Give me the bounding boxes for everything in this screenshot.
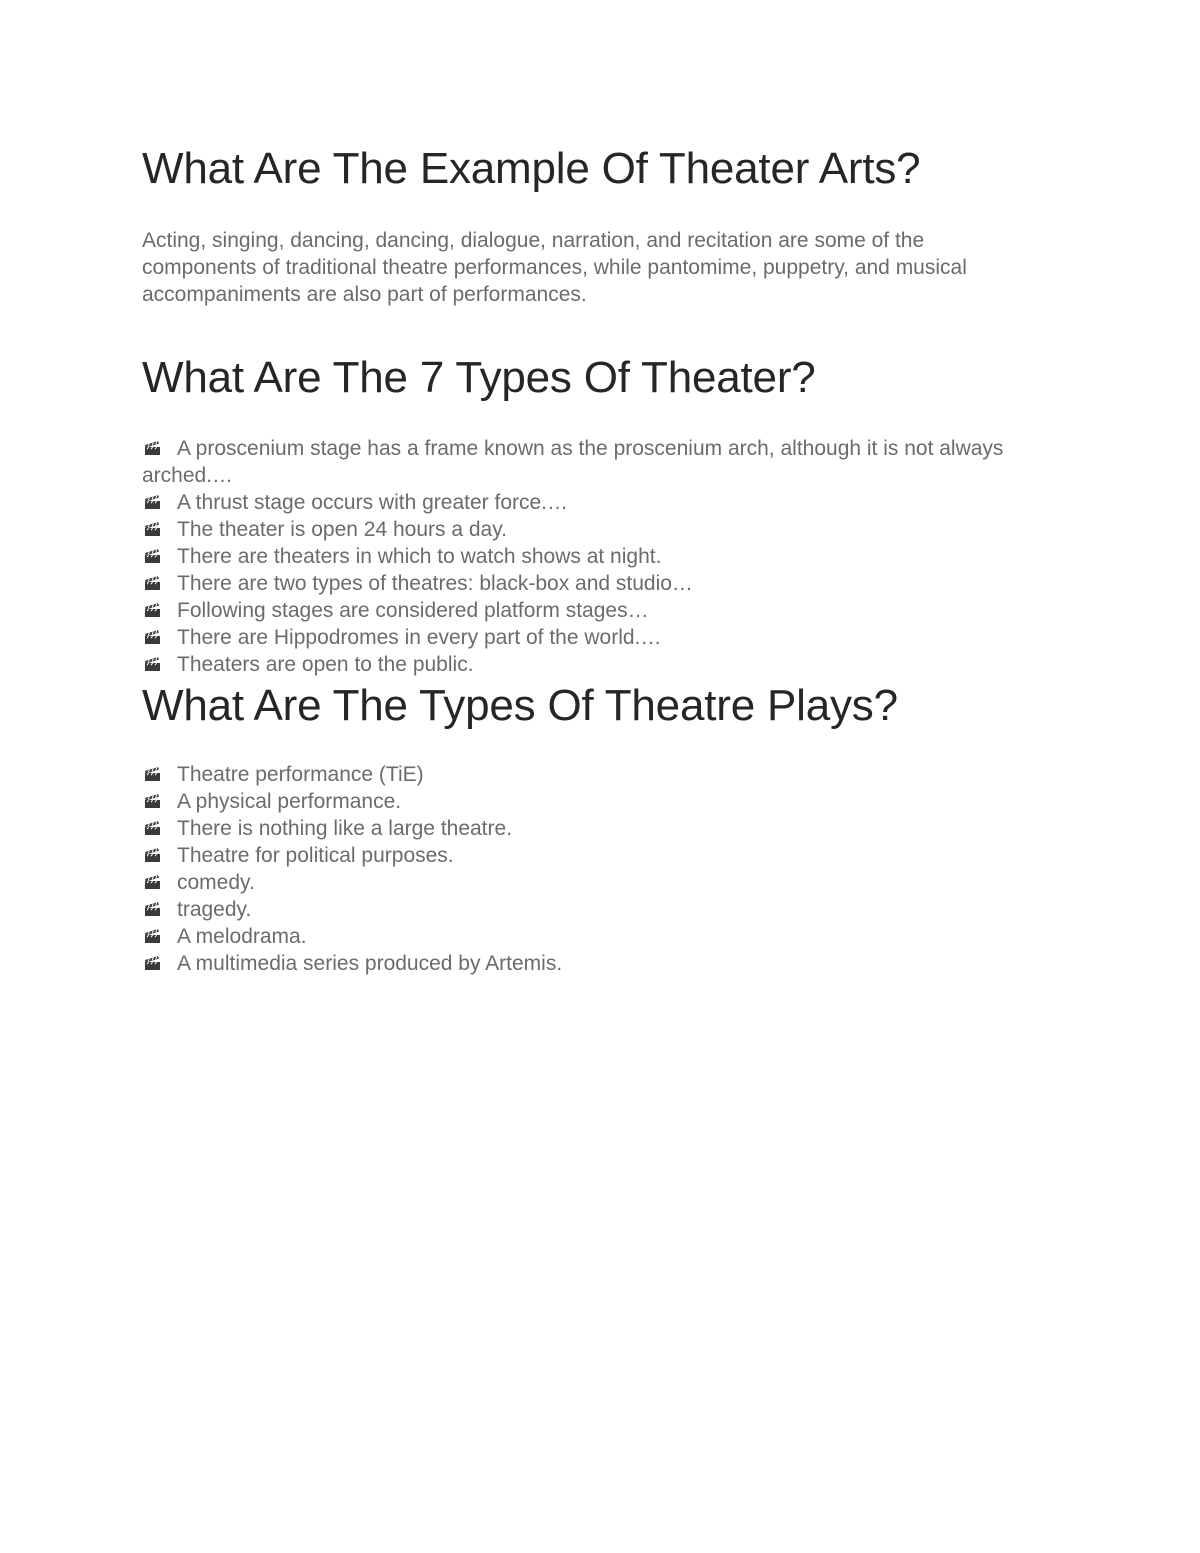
clapperboard-icon xyxy=(142,543,177,570)
list-item xyxy=(142,896,1042,923)
list-item xyxy=(142,869,1042,896)
clapperboard-icon xyxy=(142,489,177,516)
list-item xyxy=(142,489,1042,516)
list-item-text: A melodrama. xyxy=(177,925,307,948)
list-item xyxy=(142,815,1042,842)
clapperboard-icon xyxy=(142,570,177,597)
list-item xyxy=(142,570,1042,597)
heading-seven-types-of-theater: What Are The 7 Types Of Theater? xyxy=(142,353,816,402)
list-item-text: Theatre performance (TiE) xyxy=(177,763,424,786)
clapperboard-icon xyxy=(142,597,177,624)
list-item-text: There is nothing like a large theatre. xyxy=(177,817,513,840)
list-types-of-theatre-plays xyxy=(142,761,1042,977)
list-item xyxy=(142,788,1042,815)
list-item-text: Theaters are open to the public. xyxy=(177,653,474,676)
clapperboard-icon xyxy=(142,869,177,896)
list-item-text: Following stages are considered platform stages… xyxy=(177,599,649,622)
list-item xyxy=(142,597,1042,624)
clapperboard-icon xyxy=(142,516,177,543)
list-item-text: A physical performance. xyxy=(177,790,402,813)
list-item-text: comedy. xyxy=(177,871,255,894)
list-item xyxy=(142,761,1042,788)
list-item-text: There are Hippodromes in every part of the world.… xyxy=(177,626,662,649)
list-seven-types-of-theater xyxy=(142,435,1042,678)
list-item xyxy=(142,950,1042,977)
list-item-text: A multimedia series produced by Artemis. xyxy=(177,952,563,975)
clapperboard-icon xyxy=(142,950,177,977)
clapperboard-icon xyxy=(142,896,177,923)
list-item xyxy=(142,516,1042,543)
clapperboard-icon xyxy=(142,923,177,950)
list-item xyxy=(142,435,1042,489)
list-item-text: tragedy. xyxy=(177,898,252,921)
list-item xyxy=(142,624,1042,651)
list-item xyxy=(142,842,1042,869)
list-item-text: The theater is open 24 hours a day. xyxy=(177,518,507,541)
list-item-text: A proscenium stage has a frame known as the proscenium arch, although it is not always arched.… xyxy=(142,437,1004,487)
clapperboard-icon xyxy=(142,842,177,869)
list-item-text: Theatre for political purposes. xyxy=(177,844,454,867)
paragraph-theater-arts-examples: Acting, singing, dancing, dancing, dialogue, narration, and recitation are some of the components of traditional theatre performances, while pantomime, puppetry, and musical accompaniments are also part of performances. xyxy=(142,229,967,306)
list-item-text: There are two types of theatres: black-box and studio… xyxy=(177,572,693,595)
list-item xyxy=(142,543,1042,570)
clapperboard-icon xyxy=(142,761,177,788)
list-item xyxy=(142,923,1042,950)
heading-types-of-theatre-plays: What Are The Types Of Theatre Plays? xyxy=(142,681,898,730)
clapperboard-icon xyxy=(142,435,177,462)
list-item-text: There are theaters in which to watch shows at night. xyxy=(177,545,662,568)
list-item xyxy=(142,651,1042,678)
clapperboard-icon xyxy=(142,788,177,815)
clapperboard-icon xyxy=(142,815,177,842)
clapperboard-icon xyxy=(142,624,177,651)
list-item-text: A thrust stage occurs with greater force.… xyxy=(177,491,569,514)
clapperboard-icon xyxy=(142,651,177,678)
heading-theater-arts-examples: What Are The Example Of Theater Arts? xyxy=(142,144,921,193)
